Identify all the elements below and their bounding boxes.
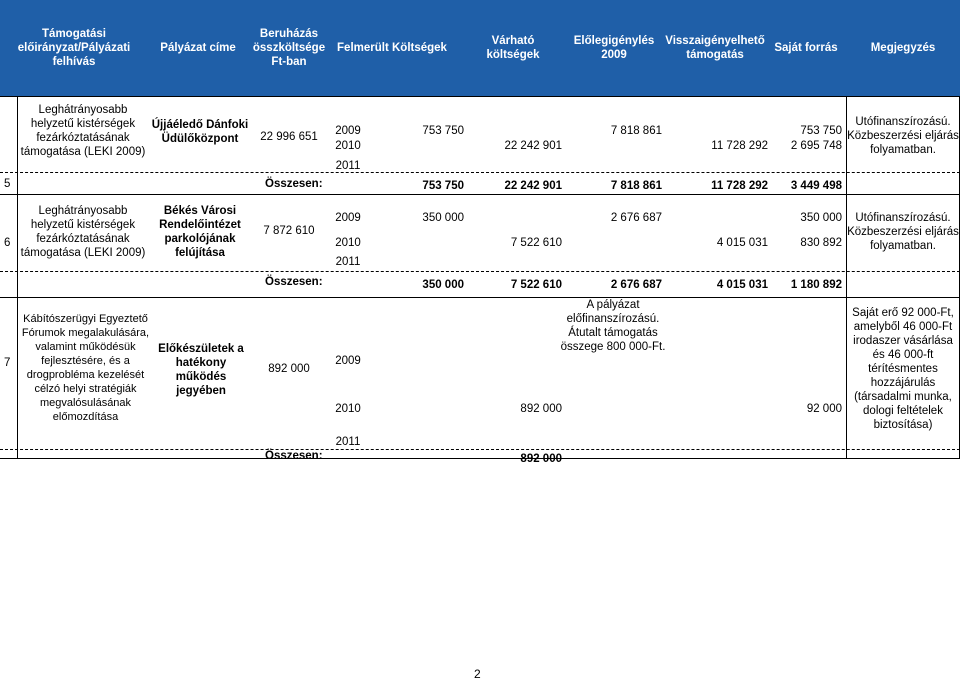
header-total: Beruházás összköltsége Ft-ban [252,28,326,68]
sum-varhato: 7 522 610 [510,279,562,291]
page-number: 2 [474,667,481,681]
header-felmerult: Felmerült Költségek [337,42,447,54]
cell-felmerult: 350 000 [422,212,464,224]
note: Utófinanszírozású. Közbeszerzési eljárás folyamatban. [847,116,959,156]
sum-label: Összesen: [265,450,323,462]
year-label: 2009 [335,125,361,137]
note: Utófinanszírozású. Közbeszerzési eljárás folyamatban. [847,212,959,252]
year-label: 2009 [335,355,361,367]
sum-label: Összesen: [265,178,323,190]
header-megjegyzes: Megjegyzés [870,42,936,54]
header-sajat: Saját forrás [774,42,838,54]
header-eloleg: Előlegigénylés 2009 [573,35,655,61]
year-label: 2011 [335,256,361,268]
row-separator [0,297,960,298]
year-label: 2010 [335,237,361,249]
project-title: Előkészületek a hatékony működés jegyében [158,343,244,397]
year-label: 2010 [335,140,361,152]
note: Saját erő 92 000-Ft, amelyből 46 000-Ft irodaszer vásárlása és 46 000-ft térítésmentes hozzájárulás (társadalmi munka, dologi feltételek biztosítása) [852,307,954,431]
year-label: 2010 [335,403,361,415]
sum-vissza: 4 015 031 [716,279,768,291]
cell-eloleg-note: A pályázat előfinanszírozású. Átutalt támogatás összege 800 000-Ft. [560,299,666,353]
cell-eloleg: 7 818 861 [610,125,662,137]
program-name: Leghátrányosabb helyzetű kistérségek fezárkóztatásának támogatása (LEKI 2009) [20,104,146,158]
sum-eloleg: 2 676 687 [610,279,662,291]
row-separator [0,449,960,450]
year-label: 2011 [335,436,361,448]
header-title: Pályázat címe [160,42,236,54]
cell-felmerult: 753 750 [422,125,464,137]
program-name: Kábítószerügyi Egyeztető Fórumok megalakulására, valamint működésük fejlesztésére, és a drogprobléma kezelését célzó helyi stratégiák megvalósulásának előmozdítása [21,313,150,423]
grid-line [0,96,960,97]
row-number: 7 [4,357,11,369]
cell-varhato: 892 000 [520,403,562,415]
cell-sajat: 753 750 [800,125,842,137]
program-name: Leghátrányosabb helyzetű kistérségek fezárkóztatásának támogatása (LEKI 2009) [20,205,146,259]
project-title: Békés Városi Rendelőintézet parkolójának felújítása [159,205,241,259]
sum-felmerult: 753 750 [422,180,464,192]
sum-eloleg: 7 818 861 [610,180,662,192]
year-label: 2009 [335,212,361,224]
cell-sajat: 350 000 [800,212,842,224]
table-header [0,0,960,96]
cell-varhato: 22 242 901 [504,140,562,152]
cell-sajat: 92 000 [806,403,842,415]
cell-sajat: 2 695 748 [790,140,842,152]
header-vissza: Visszaigényelhető támogatás [665,35,765,61]
sum-vissza: 11 728 292 [711,180,768,192]
project-total: 22 996 651 [260,131,318,143]
row-number: 5 [4,178,11,190]
cell-vissza: 4 015 031 [716,237,768,249]
project-total: 7 872 610 [263,225,315,237]
cell-sajat: 830 892 [800,237,842,249]
sum-sajat: 1 180 892 [790,279,842,291]
cell-eloleg: 2 676 687 [610,212,662,224]
sum-label: Összesen: [265,276,323,288]
project-title: Újjáéledő Dánfoki Üdülőközpont [151,119,249,145]
cell-vissza: 11 728 292 [711,140,768,152]
row-separator [0,172,960,173]
header-program: Támogatási előirányzat/Pályázati felhívás [17,28,131,68]
header-varhato: Várható költségek [486,35,540,61]
cell-varhato: 7 522 610 [510,237,562,249]
sum-varhato: 22 242 901 [504,180,562,192]
sum-varhato: 892 000 [520,453,562,465]
row-number: 6 [4,237,11,249]
grid-line [17,96,18,458]
sum-felmerult: 350 000 [422,279,464,291]
project-total: 892 000 [268,363,310,375]
row-separator [0,271,960,272]
year-label: 2011 [335,160,361,172]
sum-sajat: 3 449 498 [790,180,842,192]
row-separator [0,194,960,195]
